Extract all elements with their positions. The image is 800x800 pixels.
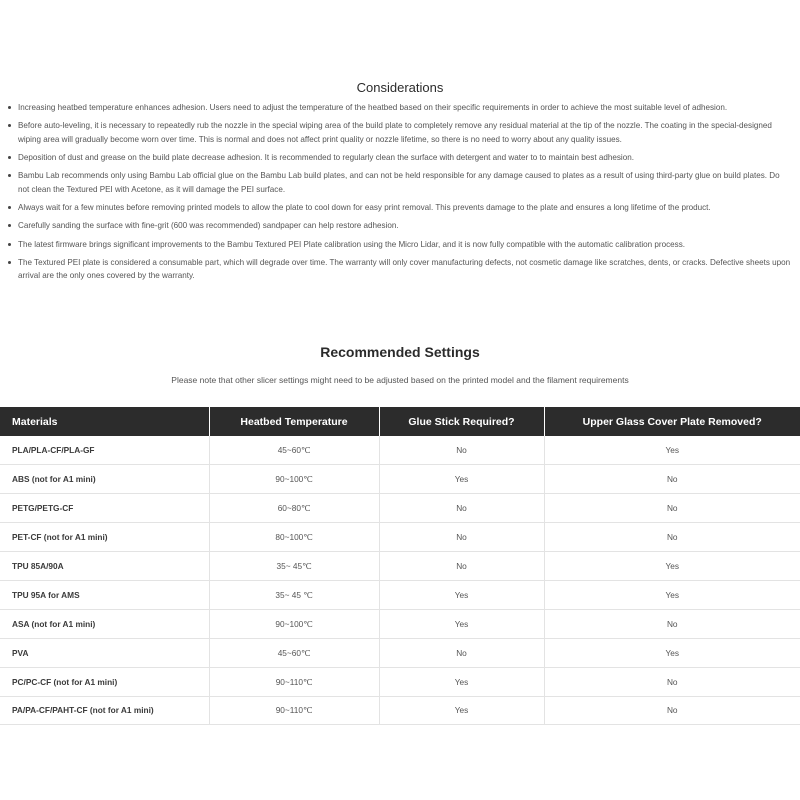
table-row [0, 552, 800, 581]
recommended-settings-note: Please note that other slicer settings might need to be adjusted based on the printed model and the filament requirements [171, 375, 629, 385]
settings-table [0, 407, 800, 725]
glass-cover-cell: No [544, 494, 800, 523]
material-cell: ABS (not for A1 mini) [0, 465, 209, 494]
glass-cover-cell: Yes [544, 436, 800, 465]
glass-cover-cell: No [544, 465, 800, 494]
glass-cover-cell: No [544, 609, 800, 638]
considerations-title: Considerations [356, 80, 444, 95]
consideration-item: Deposition of dust and grease on the build plate decrease adhesion. It is recommended to regularly clean the surface with detergent and water to to maintain best adhesion. [8, 151, 792, 164]
header-glue-stick: Glue Stick Required? [379, 407, 544, 436]
glass-cover-cell: Yes [544, 552, 800, 581]
table-row [0, 667, 800, 696]
temperature-cell: 60~80℃ [209, 494, 379, 523]
temperature-cell: 90~100℃ [209, 609, 379, 638]
glue-cell: No [379, 552, 544, 581]
table-row [0, 696, 800, 725]
glass-cover-cell: Yes [544, 580, 800, 609]
material-cell: PETG/PETG-CF [0, 494, 209, 523]
glue-cell: No [379, 494, 544, 523]
temperature-cell: 35~ 45℃ [209, 552, 379, 581]
header-materials: Materials [0, 407, 209, 436]
table-row [0, 609, 800, 638]
material-cell: TPU 85A/90A [0, 552, 209, 581]
material-cell: TPU 95A for AMS [0, 580, 209, 609]
header-glass-cover: Upper Glass Cover Plate Removed? [544, 407, 800, 436]
glue-cell: No [379, 523, 544, 552]
temperature-cell: 45~60℃ [209, 436, 379, 465]
material-cell: PET-CF (not for A1 mini) [0, 523, 209, 552]
consideration-item: Increasing heatbed temperature enhances adhesion. Users need to adjust the temperature of the heatbed based on their specific requirements in order to achieve the most suitable level of adhesion. [8, 101, 792, 114]
consideration-item: The latest firmware brings significant improvements to the Bambu Textured PEI Plate calibration using the Micro Lidar, and it is now fully compatible with the automatic calibration process. [8, 238, 792, 251]
table-row [0, 638, 800, 667]
temperature-cell: 80~100℃ [209, 523, 379, 552]
temperature-cell: 90~110℃ [209, 696, 379, 725]
consideration-item: Before auto-leveling, it is necessary to repeatedly rub the nozzle in the special wiping area of the build plate to completely remove any residual material at the tip of the nozzle. The coating in the special-designed wiping area will gradually become worn over time. This is normal and does not affect print quality or nozzle lifetime, so there is no need to worry about any quality issues. [8, 119, 792, 145]
material-cell: ASA (not for A1 mini) [0, 609, 209, 638]
header-heatbed-temperature: Heatbed Temperature [209, 407, 379, 436]
glue-cell: No [379, 436, 544, 465]
glue-cell: No [379, 638, 544, 667]
considerations-list [8, 101, 792, 288]
glass-cover-cell: No [544, 696, 800, 725]
glue-cell: Yes [379, 609, 544, 638]
table-row [0, 436, 800, 465]
consideration-item: Always wait for a few minutes before removing printed models to allow the plate to cool down for easy print removal. This prevents damage to the plate and ensures a long lifetime of the product. [8, 201, 792, 214]
glass-cover-cell: Yes [544, 638, 800, 667]
table-row [0, 465, 800, 494]
recommended-settings-title: Recommended Settings [320, 344, 480, 360]
glue-cell: Yes [379, 667, 544, 696]
glass-cover-cell: No [544, 667, 800, 696]
consideration-item: Bambu Lab recommends only using Bambu Lab official glue on the Bambu Lab build plates, and can not be held responsible for any damage caused to plates as a result of using third-party glue on build plates. Do not clean the Textured PEI with Acetone, as it will damage the PEI surface. [8, 169, 792, 195]
glass-cover-cell: No [544, 523, 800, 552]
material-cell: PC/PC-CF (not for A1 mini) [0, 667, 209, 696]
glue-cell: Yes [379, 580, 544, 609]
material-cell: PLA/PLA-CF/PLA-GF [0, 436, 209, 465]
glue-cell: Yes [379, 696, 544, 725]
glue-cell: Yes [379, 465, 544, 494]
material-cell: PVA [0, 638, 209, 667]
consideration-item: The Textured PEI plate is considered a consumable part, which will degrade over time. The warranty will only cover manufacturing defects, not cosmetic damage like scratches, dents, or cracks. Defective sheets upon arrival are the only ones covered by the warranty. [8, 256, 792, 282]
temperature-cell: 90~100℃ [209, 465, 379, 494]
temperature-cell: 90~110℃ [209, 667, 379, 696]
table-row [0, 523, 800, 552]
table-header-row [0, 407, 800, 436]
table-row [0, 580, 800, 609]
consideration-item: Carefully sanding the surface with fine-grit (600 was recommended) sandpaper can help restore adhesion. [8, 219, 792, 232]
temperature-cell: 35~ 45 ℃ [209, 580, 379, 609]
material-cell: PA/PA-CF/PAHT-CF (not for A1 mini) [0, 696, 209, 725]
table-row [0, 494, 800, 523]
temperature-cell: 45~60℃ [209, 638, 379, 667]
